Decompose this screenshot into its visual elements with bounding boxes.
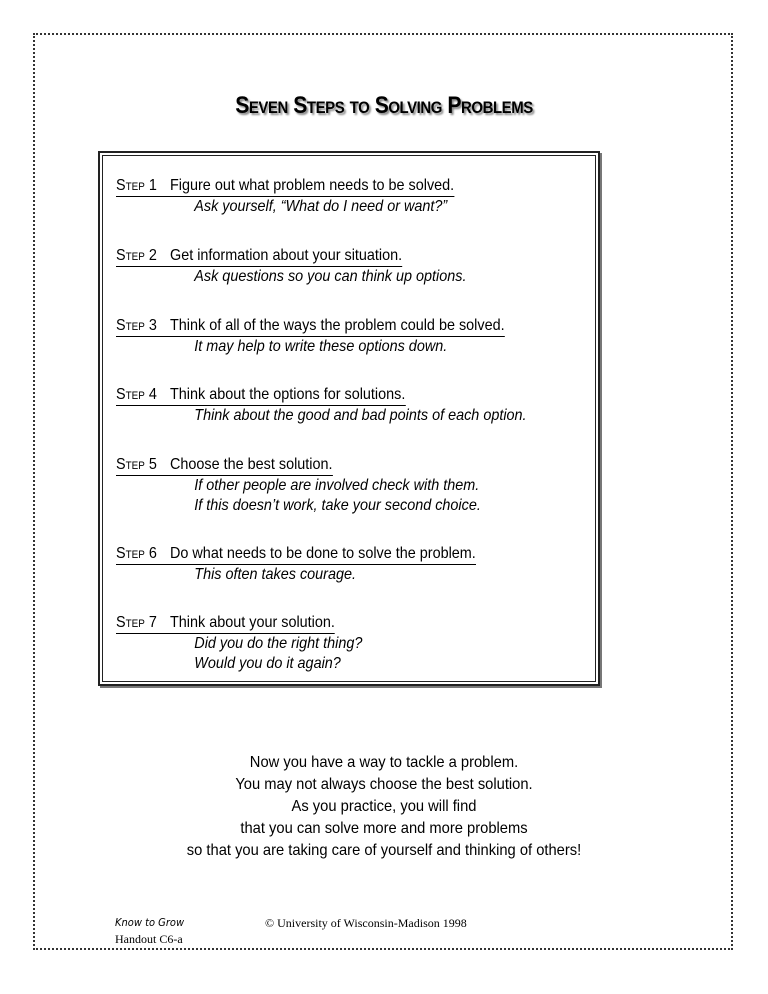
page-title: Seven Steps to Solving Problems — [235, 92, 533, 119]
footer-brand: Know to Grow — [115, 916, 185, 929]
step-5 — [116, 455, 521, 516]
closing-paragraph — [0, 752, 768, 862]
step-heading — [116, 544, 476, 565]
step-2 — [116, 246, 505, 287]
step-6 — [116, 544, 516, 585]
step-label: Step 1 — [116, 177, 157, 194]
step-note: It may help to write these options down. — [194, 338, 448, 355]
closing-line: You may not always choose the best solution. — [235, 776, 533, 793]
step-heading — [116, 316, 505, 337]
footer-handout-id: Handout C6-a — [115, 932, 183, 946]
step-note: Ask yourself, “What do I need or want?” — [194, 198, 448, 215]
step-4 — [116, 385, 572, 426]
step-heading — [116, 176, 454, 197]
step-description: Do what needs to be done to solve the problem. — [170, 545, 476, 562]
step-heading — [116, 385, 405, 406]
step-description: Think about the options for solutions. — [170, 386, 406, 403]
closing-line: that you can solve more and more problems — [240, 820, 528, 837]
step-note: This often takes courage. — [194, 566, 356, 583]
step-description: Think about your solution. — [170, 614, 335, 631]
step-note: Would you do it again? — [194, 655, 341, 672]
step-label: Step 7 — [116, 614, 157, 631]
step-1 — [116, 176, 492, 217]
step-description: Figure out what problem needs to be solved. — [170, 177, 455, 194]
step-note: If other people are involved check with them. — [194, 477, 480, 494]
step-description: Get information about your situation. — [170, 247, 403, 264]
closing-line: so that you are taking care of yourself and thinking of others! — [186, 842, 582, 859]
closing-line: Now you have a way to tackle a problem. — [249, 754, 519, 771]
step-label: Step 5 — [116, 456, 157, 473]
step-label: Step 2 — [116, 247, 157, 264]
closing-line: As you practice, you will find — [291, 798, 477, 815]
step-heading — [116, 455, 333, 476]
step-3 — [116, 316, 548, 357]
step-label: Step 6 — [116, 545, 157, 562]
step-label: Step 4 — [116, 386, 157, 403]
step-note: Ask questions so you can think up options. — [194, 268, 467, 285]
step-7 — [116, 613, 390, 674]
step-note: Think about the good and bad points of each option. — [194, 407, 527, 424]
step-note: Did you do the right thing? — [194, 635, 363, 652]
footer-copyright: © University of Wisconsin-Madison 1998 — [265, 916, 467, 930]
step-label: Step 3 — [116, 317, 157, 334]
step-description: Think of all of the ways the problem could be solved. — [170, 317, 505, 334]
step-heading — [116, 613, 335, 634]
step-description: Choose the best solution. — [170, 456, 333, 473]
step-note: If this doesn’t work, take your second choice. — [194, 497, 481, 514]
step-heading — [116, 246, 402, 267]
